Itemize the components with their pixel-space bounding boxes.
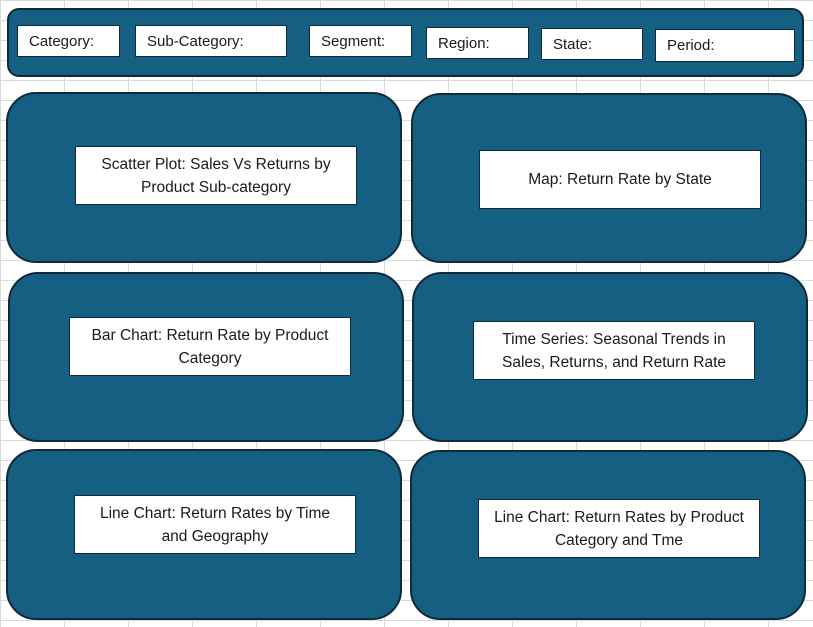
line-chart-geography-label: Line Chart: Return Rates by Time and Geography xyxy=(74,495,356,554)
region-filter[interactable]: Region: xyxy=(426,27,529,59)
period-filter[interactable]: Period: xyxy=(655,29,795,62)
map-label: Map: Return Rate by State xyxy=(479,150,761,209)
line-chart-category-label: Line Chart: Return Rates by Product Category and Tme xyxy=(478,499,760,558)
segment-filter[interactable]: Segment: xyxy=(309,25,412,57)
scatter-plot-label: Scatter Plot: Sales Vs Returns by Product Sub-category xyxy=(75,146,357,205)
bar-chart-label: Bar Chart: Return Rate by Product Category xyxy=(69,317,351,376)
category-filter[interactable]: Category: xyxy=(17,25,120,57)
sub-category-filter[interactable]: Sub-Category: xyxy=(135,25,287,57)
time-series-label: Time Series: Seasonal Trends in Sales, Returns, and Return Rate xyxy=(473,321,755,380)
state-filter[interactable]: State: xyxy=(541,28,643,60)
